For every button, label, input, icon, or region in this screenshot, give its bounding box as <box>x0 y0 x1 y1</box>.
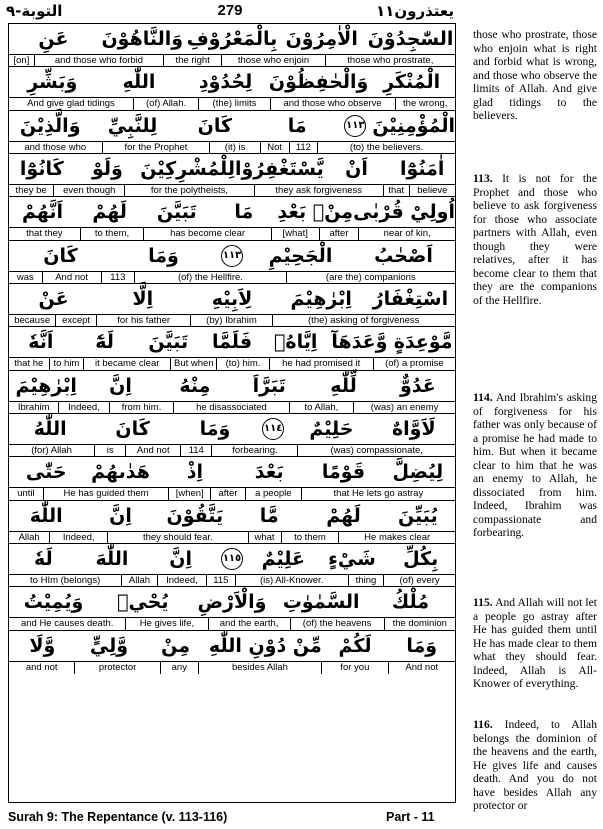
arabic-word: اَنَّهٗ <box>28 331 54 354</box>
english-gloss: (the) limits <box>199 98 270 110</box>
english-gloss: And not <box>126 445 181 457</box>
arabic-word: مَا <box>287 114 307 137</box>
verse-number: 114. <box>473 391 493 404</box>
english-gloss-line <box>9 272 455 284</box>
english-gloss-line <box>9 662 455 674</box>
arabic-word: اللّٰهُ <box>33 417 67 440</box>
arabic-line <box>9 154 455 185</box>
arabic-word: السّٰجِدُوْنَ <box>367 28 454 50</box>
arabic-word: وَالْحٰفِظُوْنَ <box>268 71 369 94</box>
english-gloss: Indeed, <box>59 402 109 414</box>
english-gloss: Allah <box>9 532 50 544</box>
arabic-word: لَكُمْ <box>338 634 372 657</box>
arabic-word: اسْتِغْفَارُ <box>372 287 449 310</box>
arabic-line <box>9 457 455 488</box>
arabic-line <box>9 414 455 445</box>
arabic-word: الْاٰمِرُوْنَ <box>285 28 358 50</box>
arabic-word: بِكُلِّ <box>403 547 439 570</box>
page-header <box>0 0 460 22</box>
english-gloss: was <box>9 272 43 284</box>
arabic-word: مَّوْعِدَةٍ <box>393 331 453 354</box>
english-gloss: a people <box>246 488 302 500</box>
ayah-end-marker <box>338 115 372 137</box>
arabic-word: مَّا <box>259 504 279 527</box>
english-gloss: And not <box>43 272 102 284</box>
english-gloss: (are the) companions <box>325 271 416 283</box>
ayah-number: ١١٣ <box>344 115 366 137</box>
arabic-word: لَهٗٓ <box>95 331 114 354</box>
arabic-word: عَنْ <box>38 287 69 310</box>
english-gloss: and those who forbid <box>35 55 164 67</box>
english-gloss: and the earth, <box>209 618 291 630</box>
arabic-word: اِنَّ <box>169 547 193 570</box>
ayah-end-marker <box>215 548 249 570</box>
arabic-word: اِبْرٰهِيْمَ <box>290 287 352 310</box>
english-gloss: (to) him. <box>217 358 269 370</box>
english-gloss: Allah <box>122 575 157 587</box>
english-gloss: Not <box>261 142 290 154</box>
arabic-word: السَّمٰوٰتِ <box>282 591 360 614</box>
translation-verse-113 <box>473 172 597 307</box>
english-gloss-line <box>9 55 455 67</box>
english-gloss: what <box>249 532 282 544</box>
english-gloss: (for) Allah <box>9 445 95 457</box>
english-gloss-line <box>9 402 455 414</box>
english-gloss: and those who <box>9 142 103 154</box>
arabic-word: بِالْمَعْرُوْفِ <box>186 28 278 50</box>
arabic-word: وَمَا <box>148 244 179 267</box>
english-gloss: (of) a promise <box>385 358 444 370</box>
arabic-word: وَالنَّاهُوْنَ <box>101 28 184 50</box>
english-gloss-line <box>9 575 455 587</box>
english-gloss: they should fear. <box>108 532 248 544</box>
english-gloss: near of kin, <box>383 228 431 240</box>
english-gloss: protector <box>75 662 160 674</box>
arabic-line <box>9 327 455 358</box>
english-gloss: to Allah, <box>290 402 355 414</box>
english-gloss: that He lets go astray <box>333 488 424 500</box>
english-gloss: the dominion <box>392 618 447 630</box>
arabic-word: وَبَشِّرِ <box>27 71 78 94</box>
ayah-number: ١١٥ <box>221 548 243 570</box>
english-gloss: He makes clear <box>364 531 431 543</box>
translation-verse-116 <box>473 718 597 813</box>
verse-text: Indeed, to Allah belongs the dominion of the heavens and the earth, He gives life and causes death. And you do not have besides Allah any protector or <box>473 718 597 812</box>
arabic-word: مِّنْ دُوْنِ اللّٰهِ <box>208 634 322 657</box>
english-gloss-line <box>9 98 455 110</box>
english-gloss: Indeed, <box>158 575 208 587</box>
verse-line <box>9 501 455 544</box>
english-gloss-line <box>9 142 455 154</box>
english-gloss: those who enjoin <box>222 55 325 67</box>
english-gloss: (was) an enemy <box>370 401 439 413</box>
verse-line <box>9 154 455 197</box>
arabic-word: مِنْۢ بَعْدِ <box>277 201 354 224</box>
arabic-word: اِذْ <box>186 461 203 484</box>
english-gloss: believe <box>417 184 448 196</box>
arabic-word: بَعْدَ <box>254 461 284 484</box>
english-gloss: (is) All-Knower. <box>236 575 349 587</box>
arabic-word: اُولِيْ قُرْبٰى <box>353 201 455 224</box>
arabic-line <box>9 111 455 142</box>
arabic-word: الْجَحِيْمِ <box>268 244 333 267</box>
english-gloss: besides Allah <box>199 662 322 674</box>
arabic-line <box>9 67 455 98</box>
arabic-word: اَنَّهُمْ <box>21 201 64 224</box>
page-footer <box>0 806 603 829</box>
english-gloss: (to) the believers. <box>349 141 424 153</box>
arabic-word: اِنَّ <box>109 374 132 397</box>
arabic-word: اللّٰهَ <box>29 504 63 527</box>
english-gloss: for you <box>322 662 388 674</box>
arabic-word: لِاَبِيْهِ <box>211 287 253 310</box>
english-gloss: to them <box>282 532 340 544</box>
english-gloss-line <box>9 185 455 197</box>
arabic-word: مِنْ <box>161 634 191 657</box>
arabic-word: قَوْمًا <box>321 461 366 484</box>
english-gloss: [what] <box>272 228 320 240</box>
english-gloss: they ask forgiveness <box>255 185 384 197</box>
word-by-word-grid <box>8 23 456 803</box>
arabic-word: لِّلّٰهِ <box>330 374 357 397</box>
verse-line <box>9 284 455 327</box>
arabic-word: اٰمَنُوْٓا <box>399 157 445 180</box>
verse-line <box>9 631 455 674</box>
arabic-word: يَتَّقُوْنَ <box>166 504 224 527</box>
english-gloss: (of) every <box>399 574 440 586</box>
verse-line <box>9 111 455 154</box>
arabic-line <box>9 241 455 272</box>
english-gloss-line <box>9 532 455 544</box>
arabic-word: لَاَوَّاهٌ <box>391 417 436 440</box>
verse-line <box>9 241 455 284</box>
english-gloss: that he <box>9 358 50 370</box>
english-gloss: thing <box>349 575 384 587</box>
arabic-word: لِلْمُشْرِكِيْنَ <box>140 157 235 180</box>
verse-line <box>9 327 455 370</box>
arabic-line <box>9 284 455 315</box>
english-gloss: [when] <box>169 488 211 500</box>
english-gloss: (by) Ibrahim <box>191 315 272 327</box>
arabic-word: الْمُنْكَرِ <box>383 71 441 94</box>
english-gloss: after <box>320 228 360 240</box>
english-gloss: until <box>9 488 44 500</box>
arabic-word: يَّسْتَغْفِرُوْا <box>234 157 324 180</box>
arabic-word: عَدُوٌّ <box>399 374 436 397</box>
arabic-line <box>9 197 455 228</box>
english-gloss: for his father <box>97 315 192 327</box>
english-gloss: to HIm (belongs) <box>9 575 122 587</box>
arabic-word: مِنْهُ <box>179 374 211 397</box>
arabic-word: لِلنَّبِيِّ <box>107 114 158 137</box>
ayah-number: ١١٣ <box>221 245 243 267</box>
english-gloss: 113 <box>102 272 136 284</box>
english-gloss: (of) Allah. <box>134 98 199 110</box>
verse-line <box>9 197 455 240</box>
english-gloss: (the) asking of forgiveness <box>308 314 420 326</box>
arabic-word: كَانَ <box>115 417 150 440</box>
arabic-word: اِيَّاهُۚ <box>274 331 318 354</box>
surah-reference: Surah 9: The Repentance (v. 113-116) <box>8 810 228 824</box>
english-gloss: that <box>384 185 410 197</box>
arabic-word: وَلَوْ <box>92 157 123 180</box>
translation-verse-115 <box>473 596 597 691</box>
english-gloss: except <box>56 315 97 327</box>
english-gloss: they be <box>9 185 54 197</box>
arabic-word: اَصْحٰبُ <box>374 244 433 267</box>
verse-line <box>9 544 455 587</box>
english-gloss: he had promised it <box>270 358 374 370</box>
surah-name-arabic: التوبة-٩ <box>6 2 63 20</box>
arabic-word: وَيُمِيْتُ <box>23 591 84 614</box>
english-gloss: (of) the Hellfire. <box>135 272 286 284</box>
verse-line <box>9 371 455 414</box>
arabic-word: لِيُضِلَّ <box>392 461 444 484</box>
english-gloss: any <box>161 662 199 674</box>
arabic-word: لِحُدُوْدِ <box>198 71 253 94</box>
english-gloss: He gives life, <box>126 618 208 630</box>
english-gloss: because <box>9 315 56 327</box>
arabic-word: تَبَرَّاَ <box>252 374 286 397</box>
arabic-word: تَبَيَّنَ <box>156 201 197 224</box>
ayah-end-marker <box>256 418 290 440</box>
verse-line <box>9 457 455 500</box>
english-gloss: forbearing. <box>212 445 298 457</box>
english-gloss-line <box>9 315 455 327</box>
arabic-word: وَّلِيٍّ <box>89 634 129 657</box>
verse-number: 113. <box>473 172 493 185</box>
arabic-word: اَنْ <box>345 157 368 180</box>
verse-line <box>9 587 455 630</box>
arabic-word: عَلِيْمٌ <box>261 547 306 570</box>
verse-text: And Ibrahim's asking of forgiveness for his father was only because of a promise he had made to him. But when it became clear to him that he was an enemy to Allah, he dissociated from him. Indeed, Ibrahim was compassionate and forbearing. <box>473 391 597 539</box>
verse-number: 116. <box>473 718 493 731</box>
verse-line <box>9 67 455 110</box>
arabic-word: لَهٗ <box>33 547 53 570</box>
verse-number: 115. <box>473 596 493 609</box>
english-gloss: to them, <box>81 228 145 240</box>
english-gloss: those who prostrate, <box>347 55 434 66</box>
arabic-word: مَا <box>234 201 254 224</box>
arabic-word: يُبَيِّنَ <box>397 504 438 527</box>
english-gloss: And not <box>405 661 439 673</box>
english-gloss: that they <box>9 228 81 240</box>
arabic-word: كَانَ <box>197 114 233 137</box>
arabic-line <box>9 501 455 532</box>
arabic-word: مُلْكُ <box>391 591 429 614</box>
arabic-word: وَمَا <box>406 634 438 657</box>
arabic-word: كَانُوْٓا <box>19 157 64 180</box>
page-number: 279 <box>217 2 243 19</box>
english-gloss: to him <box>50 358 85 370</box>
arabic-word: وَّلَا <box>29 634 56 657</box>
english-gloss: has become clear <box>144 228 271 240</box>
verse-text: It is not for the Prophet and those who believe to ask forgiveness for those who associate partners with Allah, even though they were relatives, after it has become clear to them that they are the companions of the Hellfire. <box>473 172 597 307</box>
arabic-word: كَانَ <box>43 244 78 267</box>
english-gloss: and those who observe <box>271 98 396 110</box>
part-number: Part - 11 <box>386 810 435 824</box>
english-gloss-line <box>9 228 455 240</box>
english-gloss: 112 <box>290 142 319 154</box>
english-gloss-line <box>9 618 455 630</box>
verse-line <box>9 24 455 67</box>
english-gloss: (was) compassionate, <box>330 444 423 456</box>
arabic-word: يُحْيٖ <box>117 591 169 614</box>
juz-name-arabic: يعتذرون١١ <box>376 2 454 20</box>
arabic-word: الْمُؤْمِنِيْنَ <box>372 114 455 137</box>
arabic-line <box>9 631 455 662</box>
ayah-end-marker <box>215 245 249 267</box>
english-gloss: for the polytheists, <box>125 185 254 197</box>
arabic-word: اللّٰهِ <box>122 71 156 94</box>
english-gloss: he disassociated <box>174 402 289 414</box>
english-gloss-line <box>9 488 455 500</box>
arabic-line <box>9 587 455 618</box>
arabic-word: وَّعَدَهَآ <box>331 331 388 354</box>
english-gloss: [on] <box>9 55 35 67</box>
arabic-line <box>9 371 455 402</box>
english-gloss: for the Prophet <box>103 142 211 154</box>
translation-intro: those who prostrate, those who enjoin what is right and forbid what is wrong, and those who observe the limits of Allah. And give glad tidings to the believers. <box>473 28 597 122</box>
arabic-word: شَيْءٍ <box>328 547 376 570</box>
ayah-number: ١١٤ <box>262 418 284 440</box>
english-gloss: 115 <box>207 575 235 587</box>
arabic-word: عَنِ <box>38 28 69 50</box>
english-gloss-line <box>9 445 455 457</box>
arabic-word: تَبَيَّنَ <box>148 331 189 354</box>
arabic-word: اِلَّا <box>132 287 154 310</box>
english-gloss: But when <box>171 358 217 370</box>
arabic-line <box>9 24 455 55</box>
english-gloss: (it) is <box>210 142 260 154</box>
english-gloss: 114 <box>181 445 212 457</box>
arabic-word: لَهُمْ <box>326 504 361 527</box>
english-gloss: it became clear <box>84 358 171 370</box>
arabic-word: حَتّٰى <box>25 461 67 484</box>
english-gloss-line <box>9 358 455 370</box>
arabic-word: هَدٰىهُمْ <box>91 461 150 484</box>
arabic-word: فَلَمَّا <box>211 331 253 354</box>
arabic-word: وَالَّذِيْنَ <box>19 114 81 137</box>
arabic-line <box>9 544 455 575</box>
english-gloss: even though <box>54 185 125 197</box>
english-gloss: is <box>95 445 126 457</box>
arabic-word: وَالْاَرْضِ <box>197 591 267 614</box>
english-gloss: He has guided them <box>44 488 169 500</box>
translation-verse-114 <box>473 391 597 540</box>
english-gloss: Indeed, <box>50 532 108 544</box>
english-gloss: the right <box>164 55 222 67</box>
arabic-word: لَهُمْ <box>92 201 127 224</box>
english-gloss: the wrong, <box>403 98 448 110</box>
arabic-word: وَمَا <box>199 417 231 440</box>
arabic-word: اللّٰهَ <box>95 547 129 570</box>
english-gloss: after <box>211 488 246 500</box>
arabic-word: اِنَّ <box>109 504 132 527</box>
english-gloss: (of) the heavens <box>291 618 385 630</box>
english-gloss: and not <box>9 662 75 674</box>
verse-text: And Allah will not let a people go astray after He has guided them until He has made clear to them what they should fear. Indeed, Allah is All-Knower of everything. <box>473 596 597 690</box>
arabic-word: حَلِيْمٌ <box>309 417 354 440</box>
english-gloss: And give glad tidings <box>9 98 134 110</box>
verse-line <box>9 414 455 457</box>
english-gloss: and He causes death. <box>9 618 126 630</box>
english-gloss: from him. <box>110 402 175 414</box>
english-gloss: Ibrahim <box>9 402 59 414</box>
arabic-word: اِبْرٰهِيْمَ <box>15 374 77 397</box>
